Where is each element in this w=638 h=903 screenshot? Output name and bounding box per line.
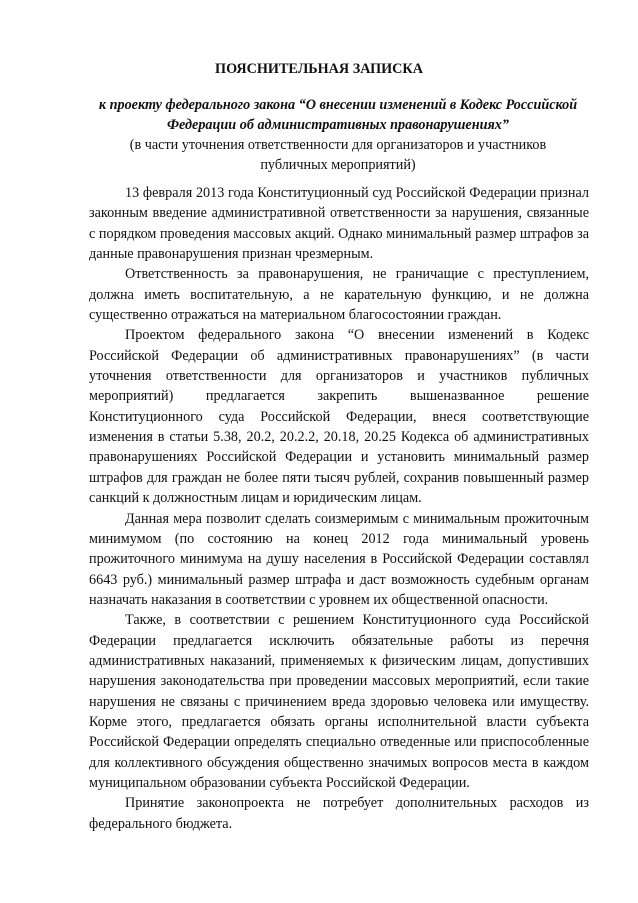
- document-subtitle: к проекту федерального закона “О внесении изменений в Кодекс Российской Федерации об административных правонарушениях”: [98, 97, 578, 133]
- paragraph-bill-proposal: Проектом федерального закона “О внесении изменений в Кодекс Российской Федерации об административных правонарушениях” (в части уточнения ответственности для организаторов и участников публичных мероприятий) предлагается закрепить вышеназванное решение Конституционного суда Российской Федерации, внеся соответствующие изменения в статьи 5.38, 20.2, 20.2.2, 20.18, 20.25 Кодекса об административных правонарушениях Российской Федерации и установить минимальный размер штрафов для граждан не более пяти тысяч рублей, сохранив повышенный размер санкций к должностным лицам и юридическим лицам.: [89, 327, 589, 507]
- document-scope: (в части уточнения ответственности для организаторов и участников публичных мероприятий): [129, 137, 547, 173]
- document-body: [89, 183, 589, 834]
- paragraph-exclusions: Также, в соответствии с решением Конституционного суда Российской Федерации предлагается исключить обязательные работы из перечня административных наказаний, применяемых к физическим лицам, допустивших нарушения законодательства при проведении массовых мероприятий, если такие нарушения не связаны с причинением вреда здоровью человека или имуществу. Корме этого, предлагается обязать органы исполнительной власти субъекта Российской Федерации определять специально отведенные или приспособленные для коллективного обсуждения общественно значимых вопросов места в каждом муниципальном образовании субъекта Российской Федерации.: [89, 612, 589, 791]
- paragraph-measure-effect: Данная мера позволит сделать соизмеримым с минимальным прожиточным минимумом (по состоянию на конец 2012 года минимальный уровень прожиточного минимума на душу населения в Российской Федерации составлял 6643 руб.) минимальный размер штрафа и даст возможность судебным органам назначать наказания в соответствии с уровнем их общественной опасности.: [89, 510, 589, 608]
- document-title: ПОЯСНИТЕЛЬНАЯ ЗАПИСКА: [215, 61, 423, 77]
- paragraph-responsibility: Ответственность за правонарушения, не граничащие с преступлением, должна иметь воспитательную, а не карательную функцию, и не должна существенно отражаться на материальном благосостоянии граждан.: [89, 266, 589, 324]
- paragraph-court-ruling: 13 февраля 2013 года Конституционный суд Российской Федерации признал законным введение административной ответственности за нарушения, связанные с порядком проведения массовых акций. Однако минимальный размер штрафов за данные правонарушения признан чрезмерным.: [89, 185, 589, 263]
- paragraph-budget: Принятие законопроекта не потребует дополнительных расходов из федерального бюджета.: [89, 795, 589, 832]
